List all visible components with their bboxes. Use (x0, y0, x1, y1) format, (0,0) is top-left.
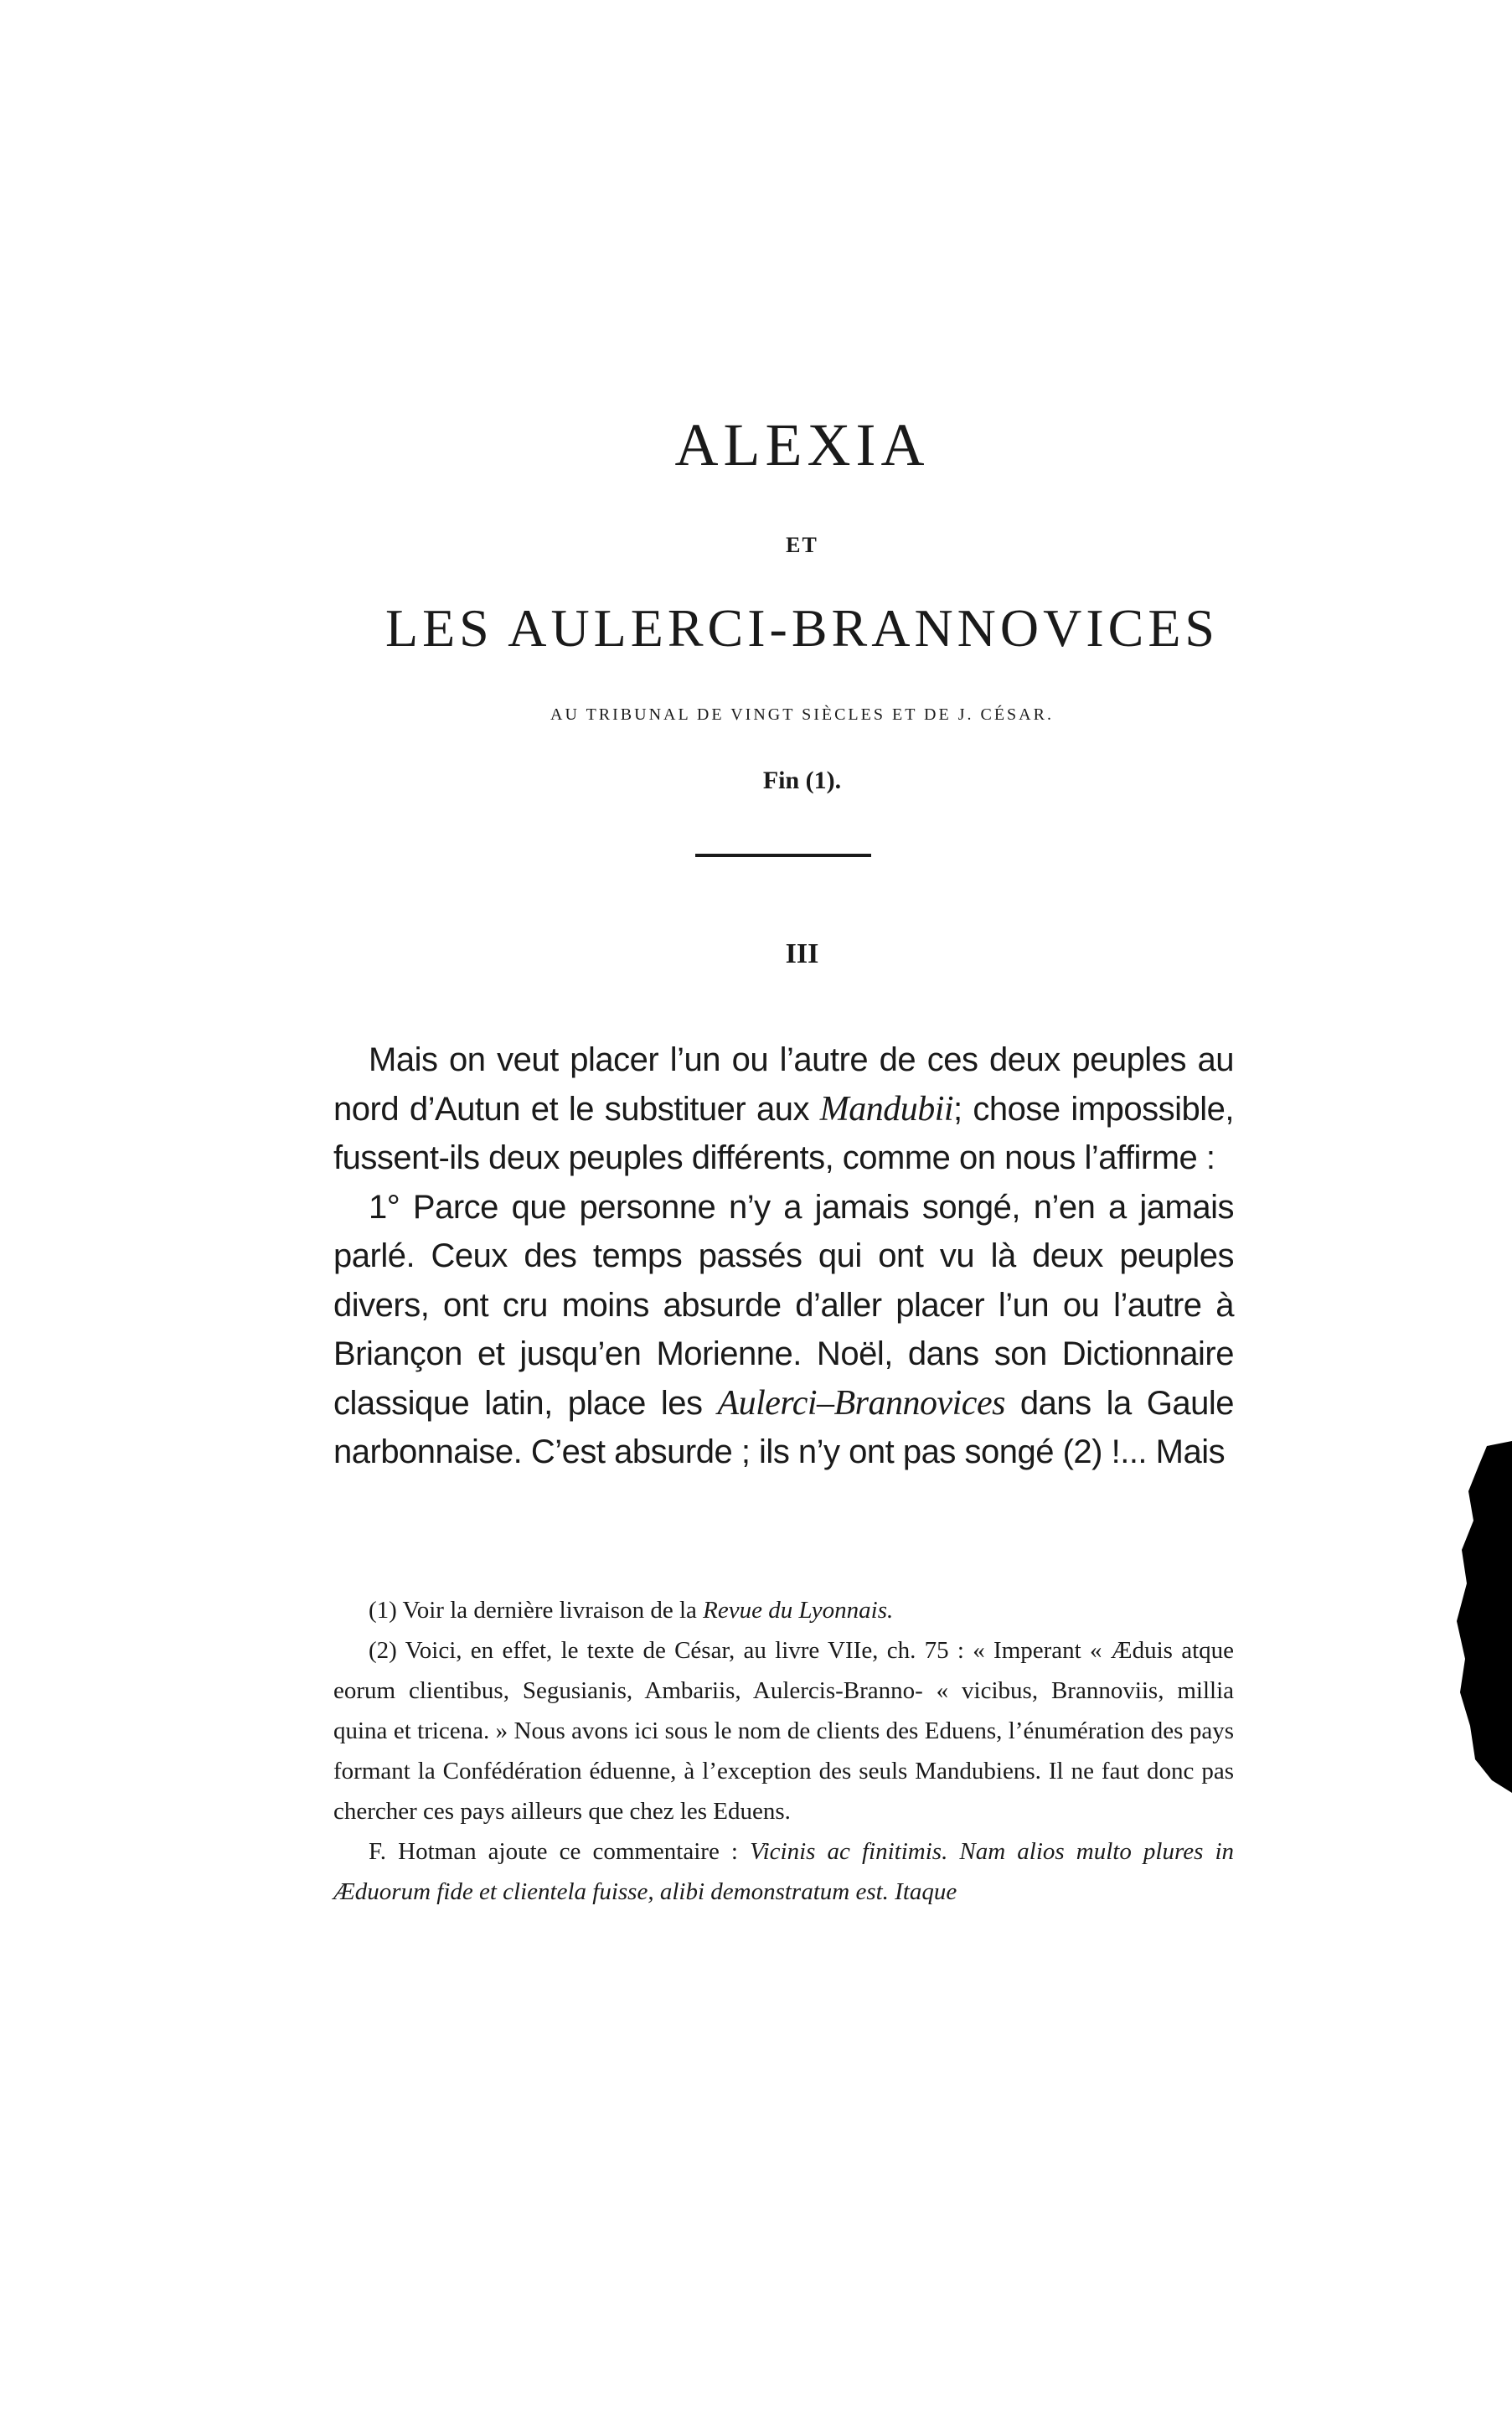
footnote-2: (2) Voici, en effet, le texte de César, au livre VIIe, ch. 75 : « Imperant « Æduis atque eorum clientibus, Segusianis, Ambariis, Aulercis-Branno- « vicibus, Brannoviis, millia quina et tricena. » Nous avons ici sous le nom de clients des Eduens, l’énumération des pays formant la Confédération éduenne, à l’exception des seuls Mandubiens. Il ne faut donc pas chercher ces pays ailleurs que chez les Eduens. (333, 1637, 1234, 1825)
paragraph-1 (333, 1036, 1234, 1183)
footnote-1-emphasis: Revue du Lyonnais. (703, 1597, 894, 1624)
page-title: ALEXIA (674, 411, 930, 478)
paragraph-2-text-a: 1° Parce que personne n’y a jamais songé, n’en a jamais parlé. Ceux des temps passés qui ont vu là deux peuples divers, ont cru moins absurde d’aller placer l’un ou l’autre à Briançon et jusqu’en Morienne. Noël, dans son Dictionnaire classique latin, place les (333, 1188, 1234, 1422)
footnote-1 (333, 1590, 1234, 1630)
footnote-3 (333, 1831, 1234, 1912)
paragraph-1-text-b: ; chose impossible, fussent-ils deux peuples différents, comme on nous l’affirme : (333, 1090, 1235, 1176)
page-subtitle: LES AULERCI-BRANNOVICES (384, 598, 1220, 658)
main-text (333, 1036, 1234, 1477)
footnotes (333, 1590, 1234, 1912)
paragraph-1-text-a: Mais on veut placer l’un ou l’autre de ces deux peuples au nord d’Autun et le substituer aux (333, 1041, 1234, 1128)
tribunal-line: AU TRIBUNAL DE VINGT SIÈCLES ET DE J. CÉSAR. (550, 705, 1054, 724)
section-number: III (785, 938, 819, 969)
title-conjunction: ET (786, 533, 818, 557)
paragraph-2 (333, 1183, 1234, 1477)
paragraph-1-emphasis: Mandubii (819, 1089, 954, 1129)
footnote-3-emphasis: Vicinis ac finitimis. Nam alios multo plures in Æduorum fide et clientela fuisse, alibi demonstratum est. Itaque (333, 1838, 1235, 1905)
paragraph-2-text-b: dans la Gaule narbonnaise. C’est absurde ; ils n’y ont pas songé (2) !... Mais (333, 1384, 1235, 1470)
paragraph-2-emphasis: Aulerci–Brannovices (717, 1383, 1005, 1423)
footnote-1-text: (1) Voir la dernière livraison de la (369, 1597, 704, 1624)
ink-blot-mark (1453, 1441, 1512, 1793)
fin-note-marker: Fin (1). (762, 767, 842, 794)
footnote-3-text: F. Hotman ajoute ce commentaire : (369, 1838, 751, 1865)
section-divider (695, 854, 871, 857)
